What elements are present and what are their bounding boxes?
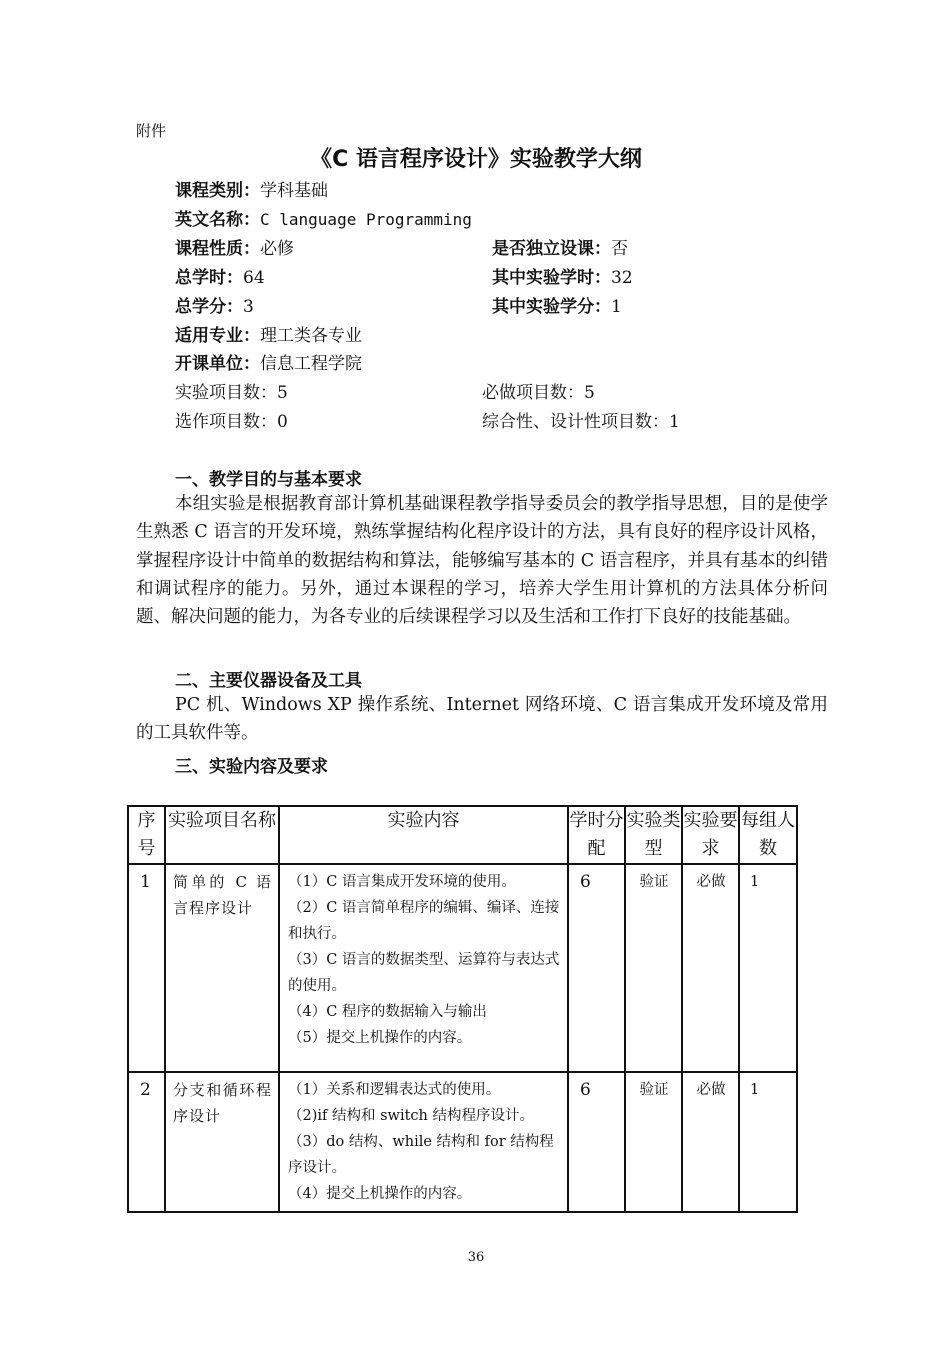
section-2-heading: 二、主要仪器设备及工具: [175, 671, 362, 691]
row-group-size: 1: [739, 1072, 797, 1212]
content-item: （3）C 语言的数据类型、运算符与表达式的使用。: [288, 952, 560, 994]
row-hours: 6: [568, 1072, 625, 1212]
applicable-major-key: 适用专业：: [175, 326, 260, 346]
content-item: （4）C 程序的数据输入与输出: [288, 1004, 487, 1020]
content-item: （2)if 结构和 switch 结构程序设计。: [288, 1108, 534, 1124]
row-type: 验证: [625, 864, 682, 1072]
total-credits: [175, 292, 254, 317]
row-group-size: 1: [739, 864, 797, 1072]
independent-course: [492, 234, 628, 259]
row-type: 验证: [625, 1072, 682, 1212]
offering-unit: [175, 349, 362, 374]
header-content: 实验内容: [279, 806, 568, 864]
section-3-heading: 三、实验内容及要求: [175, 757, 328, 777]
offering-unit-key: 开课单位：: [175, 354, 260, 374]
table-row: [128, 1072, 797, 1212]
english-name-value: C language Programming: [260, 210, 472, 229]
course-nature-key: 课程性质：: [175, 239, 260, 259]
independent-course-key: 是否独立设课：: [492, 239, 611, 259]
header-name: 实验项目名称: [165, 806, 279, 864]
header-no: 序号: [128, 806, 165, 864]
table-row: [128, 864, 797, 1072]
elective-project-count: 选作项目数：0: [175, 412, 288, 432]
course-nature-value: 必修: [260, 239, 294, 259]
row-content: [279, 1072, 568, 1212]
row-content: [279, 864, 568, 1072]
lab-credits-value: 1: [611, 297, 622, 317]
total-hours: [175, 263, 265, 288]
lab-hours-value: 32: [611, 268, 633, 288]
independent-course-value: 否: [611, 239, 628, 259]
experiment-table: [127, 805, 798, 1213]
comprehensive-project-count: 综合性、设计性项目数：1: [482, 412, 680, 432]
english-name-key: 英文名称：: [175, 210, 260, 230]
english-name: [175, 205, 472, 230]
table-header-row: [128, 806, 797, 864]
document-title: 《C 语言程序设计》实验教学大纲: [310, 147, 642, 172]
course-nature: [175, 234, 294, 259]
applicable-major-value: 理工类各专业: [260, 326, 362, 346]
total-credits-key: 总学分：: [175, 297, 243, 317]
header-requirement: 实验要求: [682, 806, 739, 864]
header-group-size: 每组人数: [739, 806, 797, 864]
total-hours-value: 64: [243, 268, 265, 288]
row-hours: 6: [568, 864, 625, 1072]
lab-hours: [492, 263, 633, 288]
row-requirement: 必做: [682, 864, 739, 1072]
offering-unit-value: 信息工程学院: [260, 354, 362, 374]
project-count: 实验项目数：5: [175, 383, 288, 403]
content-item: （1）关系和逻辑表达式的使用。: [288, 1082, 501, 1098]
section-1-heading: 一、教学目的与基本要求: [175, 470, 362, 490]
course-category-value: 学科基础: [260, 181, 328, 201]
row-no: 2: [128, 1072, 165, 1212]
lab-hours-key: 其中实验学时：: [492, 268, 611, 288]
row-name: 分支和循环程序设计: [165, 1072, 279, 1212]
course-category: [175, 176, 328, 201]
header-hours: 学时分配: [568, 806, 625, 864]
content-item: （2）C 语言简单程序的编辑、编译、连接和执行。: [288, 900, 560, 942]
attachment-label: 附件: [136, 122, 167, 140]
content-item: （3）do 结构、while 结构和 for 结构程序设计。: [288, 1134, 554, 1176]
section-2-text: PC 机、Windows XP 操作系统、Internet 网络环境、C 语言集成开发环境及常用的工具软件等。: [136, 695, 828, 744]
required-project-count: 必做项目数：5: [482, 383, 595, 403]
lab-credits: [492, 292, 622, 317]
section-1-text: 本组实验是根据教育部计算机基础课程教学指导委员会的教学指导思想，目的是使学生熟悉 C 语言的开发环境，熟练掌握结构化程序设计的方法，具有良好的程序设计风格，掌握程序设计中简单的数据结构和算法，能够编写基本的 C 语言程序，并具有基本的纠错和调试程序的能力。另外，通过本课程的学习，培养大学生用计算机的方法具体分析问题、解决问题的能力，为各专业的后续课程学习以及生活和工作打下良好的技能基础。: [136, 494, 828, 628]
applicable-major: [175, 321, 362, 346]
row-no: 1: [128, 864, 165, 1072]
content-item: （1）C 语言集成开发环境的使用。: [288, 874, 516, 890]
total-credits-value: 3: [243, 297, 254, 317]
header-type: 实验类型: [625, 806, 682, 864]
row-name: 简单的 C 语言程序设计: [165, 864, 279, 1072]
content-item: （4）提交上机操作的内容。: [288, 1186, 472, 1202]
content-item: （5）提交上机操作的内容。: [288, 1030, 472, 1046]
row-requirement: 必做: [682, 1072, 739, 1212]
course-category-key: 课程类别：: [175, 181, 260, 201]
lab-credits-key: 其中实验学分：: [492, 297, 611, 317]
total-hours-key: 总学时：: [175, 268, 243, 288]
page-number: 36: [467, 1250, 485, 1265]
